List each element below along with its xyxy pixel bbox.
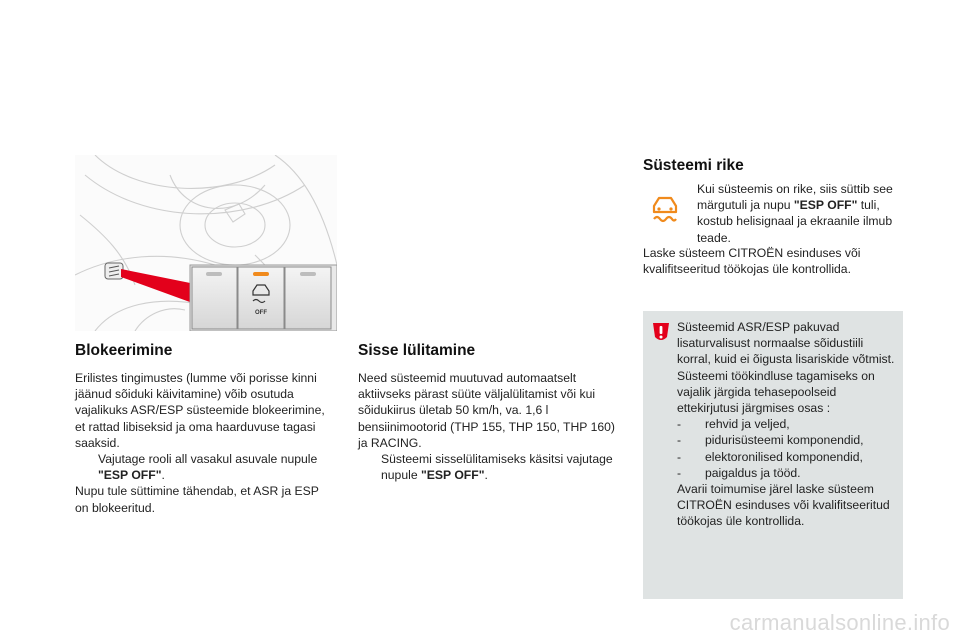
fault-paragraph-2: Laske süsteem CITROËN esinduses või kvalifitseeritud töökojas üle kontrollida. xyxy=(643,246,861,277)
esp-button-illustration xyxy=(75,155,337,331)
blocking-bullet: Vajutage rooli all vasakul asuvale nupule "ESP OFF". xyxy=(75,451,335,483)
hand-pointer-icon xyxy=(75,451,98,483)
section-title-fault: Süsteemi rike xyxy=(643,157,744,174)
hand-pointer-icon xyxy=(358,451,381,483)
blocking-paragraph-2: Nupu tule süttimine tähendab, et ASR ja ESP on blokeeritud. xyxy=(75,484,319,515)
warning-list-item: - rehvid ja veljed, xyxy=(677,417,790,432)
warning-box xyxy=(643,311,903,599)
esp-warning-lamp-icon xyxy=(648,192,682,226)
section-title-blocking: Blokeerimine xyxy=(75,342,173,359)
switch-on-paragraph: Need süsteemid muutuvad automaatselt aktiivseks pärast süüte väljalülitamist või kui sõidukiirus ületab 50 km/h, va. 1,6 l bensiinimootorid (THP 155, THP 150, THP 160) ja RACING. xyxy=(358,371,615,450)
warning-paragraph-2: Süsteemi töökindluse tagamiseks on vajalik järgida tehasepoolseid ettekirjutusi järgmises osas : xyxy=(677,368,875,416)
footer-watermark: carmanualsonline.info xyxy=(729,610,950,635)
switch-on-bullet: Süsteemi sisselülitamiseks käsitsi vajutage nupule "ESP OFF". xyxy=(358,451,623,483)
warning-paragraph-1: Süsteemid ASR/ESP pakuvad lisaturvalisust normaalse sõidustiili korral, kuid ei õigusta lisariskide võtmist. xyxy=(677,320,895,367)
fault-paragraph-1: Kui süsteemis on rike, siis süttib see märgutuli ja nupu "ESP OFF" tuli, kostub helisignaal ja ekraanile ilmub teade. xyxy=(697,182,893,245)
warning-paragraph-3: Avarii toimumise järel laske süsteem CITROËN esinduses või kvalifitseeritud töökojas üle kontrollida. xyxy=(677,482,890,529)
warning-list-item: - elektoronilised komponendid, xyxy=(677,449,863,464)
exclamation-icon xyxy=(649,321,673,343)
svg-text:OFF: OFF xyxy=(255,310,267,316)
dashboard-drawing xyxy=(75,155,337,331)
warning-list-item: - paigaldus ja tööd. xyxy=(677,465,801,480)
section-title-switch-on: Sisse lülitamine xyxy=(358,342,476,359)
small-button-outline xyxy=(105,263,123,279)
blocking-paragraph-1: Erilistes tingimustes (lumme või porisse kinni jäänud sõiduki käivitamine) võib osutuda vajalikuks ASR/ESP süsteemide blokeerimine, et rattad libiseksid ja oma haarduvuse tagasi saaksid. xyxy=(75,371,325,450)
warning-list-item: - pidurisüsteemi komponendid, xyxy=(677,433,864,448)
